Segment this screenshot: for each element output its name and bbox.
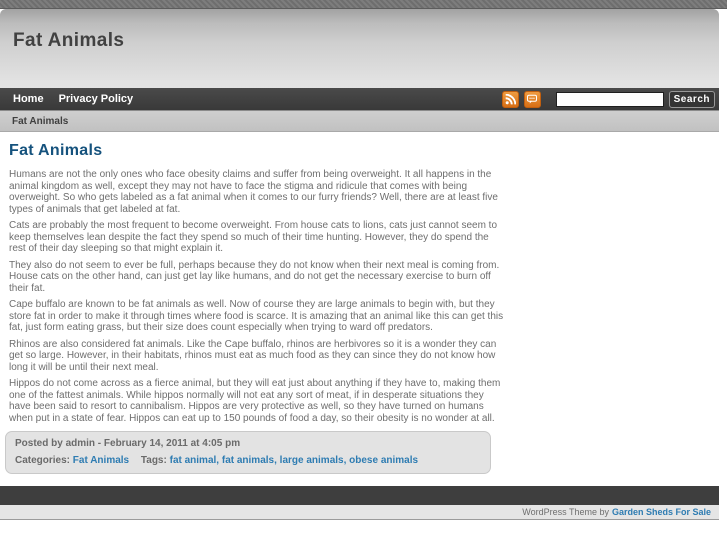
nav-item-home[interactable]: Home [13,93,44,105]
search-button[interactable]: Search [669,91,715,108]
tags-label: Tags: [140,455,167,466]
credit-link[interactable]: Garden Sheds For Sale [611,507,711,517]
tag-link[interactable]: obese animals [349,455,419,466]
site-header [0,9,719,88]
post-paragraph: They also do not seem to ever be full, perhaps because they do not know when their next meal is coming from. House cats on the other hand, can just get lay like humans, and do not get the necessary exercise to burn off their fat. [9,259,500,294]
post-body [9,169,709,424]
tags-list: fat animal, fat animals, large animals, obese animals [169,455,419,466]
nav-item-privacy-policy[interactable]: Privacy Policy [58,93,134,105]
post-paragraph: Rhinos are also considered fat animals. Like the Cape buffalo, rhinos are herbivores so it is a wonder they can get so large. However, in their habitats, rhinos must eat as much food as they can since they do not know how long it will be until their next meal. [9,338,497,373]
credit-text: WordPress Theme by [522,507,609,517]
rss-icon-glyph [505,94,516,105]
post-paragraph: Cape buffalo are known to be fat animals as well. Now of course they are large animals to begin with, but they store fat in order to make it through times where food is scarce. It is amazing that an animal like this can get this fat, just form eating grass, but their size does count especially when trying to ward off predators. [9,299,504,333]
tag-link[interactable]: large animals [279,455,344,466]
site-container [0,9,719,520]
tag-link[interactable]: fat animals [221,455,275,466]
post-title: Fat Animals [9,142,103,159]
post-paragraph: Humans are not the only ones who face obesity claims and suffer from being overweight. It all happens in the animal kingdom as well, except they may not have to face the stigma and ridicule that comes with being overweight. So who gets labeled as a fat animal when it comes to our furry friends? Well, there are at least five types of animals that get labeled at fat. [9,169,498,215]
site-title: Fat Animals [13,30,125,51]
footer-bar [0,486,719,505]
comments-rss-icon[interactable] [524,91,541,108]
nav-links [0,93,133,105]
page-background-texture [0,0,727,9]
breadcrumb [0,110,719,132]
breadcrumb-label: Fat Animals [12,115,69,127]
posted-line: Posted by admin - February 14, 2011 at 4:05 pm [15,438,241,449]
post-paragraph: Cats are probably the most frequent to become overweight. From house cats to lions, cats just cannot seem to keep themselves lean despite the fact they spend so much of their time hunting. However, they do spend the rest of their day sleeping so that might explain it. [9,220,498,254]
categories-tags-line [15,455,481,466]
comments-icon-glyph [526,93,538,105]
category-link[interactable]: Fat Animals [72,455,130,466]
tag-link[interactable]: fat animal [169,455,217,466]
search-input[interactable] [556,92,664,107]
categories-label: Categories: [15,455,71,466]
post-content [0,132,719,474]
nav-right [502,91,719,108]
categories-list [73,455,129,466]
main-nav [0,88,719,110]
footer-credit [0,505,719,520]
post-paragraph: Hippos do not come across as a fierce animal, but they will eat just about anything if they have to, making them one of the fattest animals. While hippos normally will not eat any sort of meat, if in desperate situations they have been said to resort to cannibalism. Hippos are very protective as well, so they have turned on humans when put in a state of fear. Hippos can eat up to 150 pounds of food a day, so their obesity is no wonder at all. [9,378,501,424]
rss-icon[interactable] [502,91,519,108]
post-meta-box [5,431,491,474]
